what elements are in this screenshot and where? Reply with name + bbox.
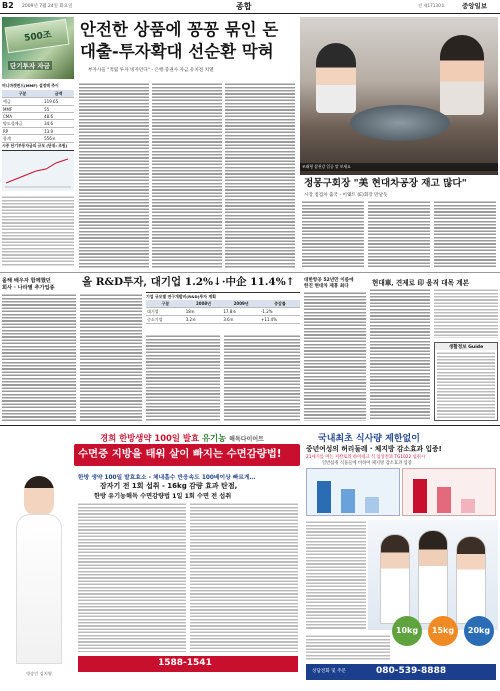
table-header: 구분 — [146, 300, 185, 308]
sidebar-text — [2, 195, 74, 267]
ad-right-chart-1 — [306, 468, 400, 516]
doctor-1 — [380, 534, 410, 624]
ad-line1-tail: 해독다이어트 — [229, 436, 264, 443]
ad-left-topline — [100, 432, 300, 444]
photo-caption: 조태형 삼천강 입공 맞 보세요 — [300, 163, 498, 171]
issue-date: 2009년 7월 24일 화요일 — [22, 4, 73, 9]
table-row: 양도성예금 34.6 — [2, 120, 74, 128]
guide-box — [434, 342, 498, 421]
table-header: 금액 — [43, 90, 74, 98]
ad-right-headline: 국내최초 식사량 제한없이 — [318, 434, 420, 444]
person-right — [440, 35, 484, 115]
photo-banner: 500조 — [23, 30, 53, 44]
rnd-table — [146, 300, 300, 324]
model-head — [24, 476, 54, 516]
ad-copy-2: 잠자기 전 1회 섭취 - 16kg 감량 효과 탄점, — [100, 482, 238, 490]
fish-tray — [350, 105, 450, 141]
rnd-body-col-3 — [224, 334, 300, 421]
lead-body-col-3 — [225, 82, 295, 268]
lead-body-col-1 — [79, 82, 149, 268]
ad-right-sub-2: 일반섭취 식품들에 비하여 체지방 감소효과 입증 — [322, 461, 412, 466]
table-header: 2008년 — [185, 300, 223, 308]
section-title: 종합 — [236, 2, 252, 11]
sidebar-chart — [2, 151, 74, 191]
ad-banner — [74, 444, 300, 466]
lead-headline-2: 대출-투자확대 선순환 막혀 — [80, 42, 274, 61]
badge-10kg: 10kg — [392, 616, 422, 646]
ad-model-caption: 방송인 김지영 — [26, 671, 52, 676]
ad-bar-chart-b — [403, 469, 497, 517]
sidebar-chart-title: 머니마켓펀드(MMF) 설정액 추이 — [2, 83, 74, 91]
money-photo — [2, 17, 74, 79]
guide-box-title: 생활정보 Guide — [435, 343, 497, 350]
table-row: MMF 55 — [2, 106, 74, 113]
left-col-body — [2, 293, 76, 421]
badge-20kg: 20kg — [464, 616, 494, 646]
photo-tag: 단기투자 자금 — [10, 62, 50, 70]
feature-subhead: 시장 점검차 출국 - 이웨트 (E)회장 만날듯 — [304, 193, 388, 198]
masthead-rule — [0, 13, 500, 14]
left-col-title-2: 회사 · 나라별 추가업종 — [2, 285, 55, 291]
lead-sidebar — [2, 83, 74, 268]
guide-box-body — [437, 351, 495, 419]
person-left — [316, 43, 356, 113]
table-row: 대기업 18조 17.8조 -1.2% — [146, 308, 300, 316]
ad-model — [4, 468, 74, 668]
ad-line2: 수면중 지방을 태워 살이 빠지는 수면감량법! — [78, 448, 282, 460]
ad-left-body-1 — [78, 502, 186, 652]
ad-bar-chart-a — [307, 469, 401, 517]
ad-line1: 경희 한방생약 100일 발효 — [100, 433, 200, 443]
table-header: 증감률 — [260, 300, 300, 308]
ad-right-phone[interactable]: 080-539-8888 — [376, 666, 447, 676]
right-col-text — [434, 288, 498, 338]
rnd-table-box — [146, 292, 300, 330]
hyundai-headline: 현대車, 견제로 印 움직 대목 계본 — [372, 279, 470, 287]
rnd-headline: 올 R&D투자, 대기업 1.2%↓·中企 11.4%↑ — [82, 276, 295, 288]
ad-brand: 유기농 — [201, 433, 227, 443]
feature-body-col-1 — [302, 200, 364, 268]
ad-right-body — [306, 520, 366, 630]
hyundai-body-col-1 — [370, 288, 430, 421]
table-header: 2009년 — [222, 300, 260, 308]
table-row: 중소기업 3.2조 3.6조 +11.4% — [146, 316, 300, 324]
right-info-box — [434, 288, 498, 421]
ad-left-phone-bar — [78, 656, 298, 672]
rnd-table-title: 기업 규모별 연구개발비(R&D)투자 계획 — [146, 294, 216, 299]
mid-right-title-2: 한진 현대차 제휴 최다 — [304, 284, 349, 289]
sidebar-rate-table — [2, 90, 74, 143]
doctor-3 — [456, 536, 486, 624]
doctor-2 — [418, 530, 448, 624]
edition-number: 전 제17130호 — [418, 3, 445, 8]
table-header: 구분 — [2, 90, 43, 98]
section-divider — [0, 272, 500, 273]
lead-body-col-2 — [152, 82, 222, 268]
rnd-body-col-1 — [80, 293, 142, 421]
ad-right — [302, 428, 500, 691]
feature-headline: 정몽구회장 "美 현대차공장 재고 많다" — [304, 178, 467, 189]
lead-headline-1: 안전한 상품에 꽁꽁 묶인 돈 — [80, 20, 279, 39]
mid-right-title-1: 대한항공 52년만 이름에 — [304, 278, 354, 283]
lead-kicker: 부자사들 "적립 투자 빙자던다" - 은행·증권사 자금 유치전 치열 — [88, 68, 214, 73]
feature-photo — [300, 17, 498, 175]
ad-right-headline-2: 중년여성의 허리둘레 · 체지방 감소효과 입증! — [306, 445, 442, 453]
ad-right-body-2 — [306, 634, 390, 660]
ad-left-body-2 — [190, 502, 298, 652]
rnd-body-col-2 — [146, 334, 220, 421]
ad-right-sub: 21세기를 여는 저칼로리 하이테크 식 임상결과 TG1022 섭취시 — [306, 455, 426, 460]
feature-body-col-3 — [434, 200, 496, 268]
sidebar-table-title: 시중 단기부동자금의 규모 (단위: 조원) — [2, 143, 74, 151]
left-col-title: 올해 배우자 함께했던 — [2, 278, 51, 284]
page-number: B2 — [2, 1, 14, 10]
ad-right-phone-bar — [306, 664, 496, 680]
table-row: 예금 119.65 — [2, 98, 74, 106]
feature-body-col-2 — [368, 200, 430, 268]
table-row: CMA 48.6 — [2, 113, 74, 120]
ad-right-doctors — [368, 520, 498, 630]
masthead — [0, 0, 500, 13]
badge-15kg: 15kg — [428, 616, 458, 646]
ad-right-tag: 상담전화 및 주문 — [312, 669, 346, 674]
model-body — [16, 514, 62, 664]
ad-divider — [0, 425, 500, 426]
ad-copy-3: 한방 유기농해독 수면감량법 1일 1회 수면 전 섭취 — [94, 493, 232, 500]
badge-row — [392, 616, 500, 646]
table-row: 합계 556조 — [2, 135, 74, 143]
paper-name: 중앙일보 — [462, 2, 488, 10]
mid-right-body — [304, 291, 366, 421]
ad-left — [0, 428, 300, 691]
ad-copy-1: 한방 생약 100일 발효효소 - 체내흡수 반응속도 100배이상 빠르게… — [78, 475, 256, 481]
ad-left-phone[interactable]: 1588-1541 — [158, 658, 212, 668]
mmf-line-chart — [2, 151, 74, 191]
ad-right-chart-2 — [402, 468, 496, 516]
table-row: RP 13.9 — [2, 128, 74, 135]
